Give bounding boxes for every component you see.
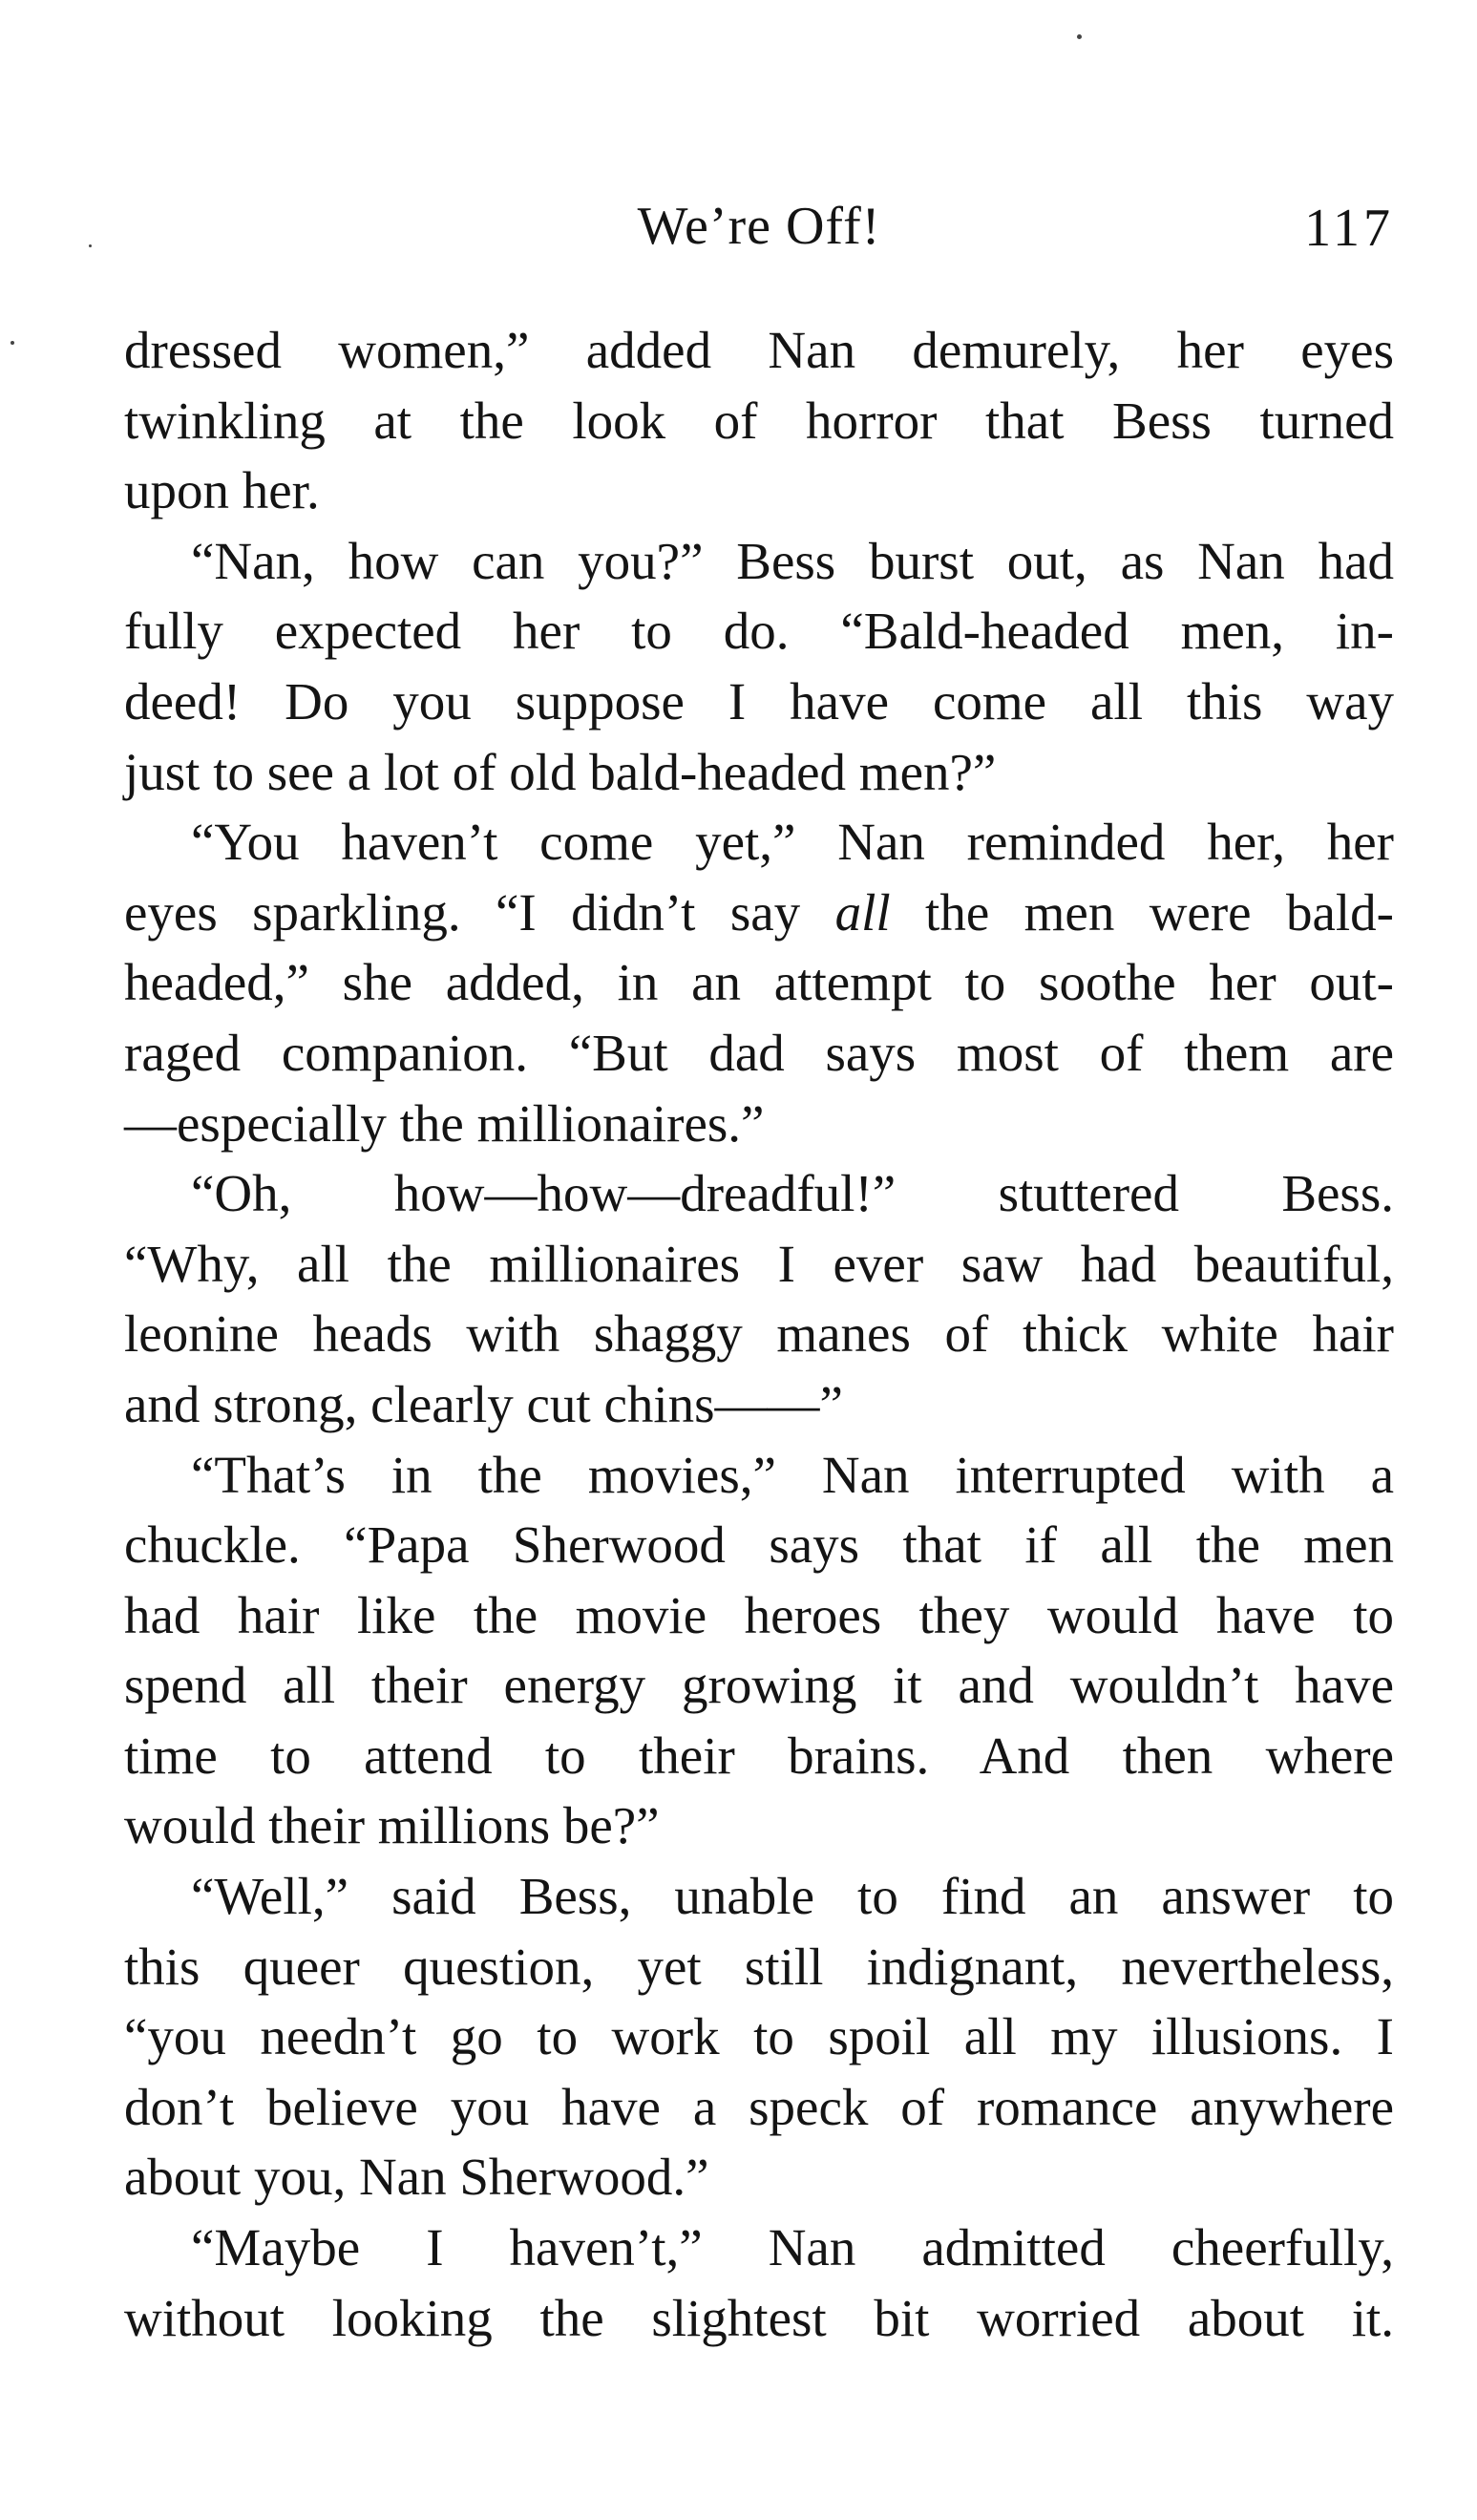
print-speck bbox=[11, 341, 14, 345]
text-line: raged companion. “But dad says most of them are bbox=[124, 1023, 1394, 1082]
text-line: headed,” she added, in an attempt to soothe her out- bbox=[124, 953, 1394, 1012]
text-line: “That’s in the movies,” Nan interrupted with a bbox=[191, 1445, 1394, 1504]
text-line: deed! Do you suppose I have come all this way bbox=[124, 671, 1394, 731]
text-line: leonine heads with shaggy manes of thick white hair bbox=[124, 1304, 1394, 1364]
text-line: “Nan, how can you?” Bess burst out, as Nan had bbox=[191, 531, 1394, 590]
page-header bbox=[124, 196, 1394, 272]
running-title: We’re Off! bbox=[637, 197, 881, 256]
text-line: spend all their energy growing it and wouldn’t have bbox=[124, 1656, 1394, 1715]
text-line: eyes sparkling. “I didn’t say all the men were bald- bbox=[124, 882, 1394, 942]
body-text bbox=[124, 315, 1394, 2353]
text-line: would their millions be?” bbox=[124, 1796, 660, 1855]
page-number: 117 bbox=[1304, 199, 1394, 258]
print-speck bbox=[89, 244, 92, 247]
text-line: upon her. bbox=[124, 461, 320, 520]
text-line: “You haven’t come yet,” Nan reminded her, her bbox=[191, 813, 1394, 872]
text-line: chuckle. “Papa Sherwood says that if all the men bbox=[124, 1515, 1394, 1575]
text-line: “Well,” said Bess, unable to find an answer to bbox=[191, 1867, 1394, 1926]
text-line: don’t believe you have a speck of romance anywhere bbox=[124, 2077, 1394, 2136]
text-line: “Oh, how—how—dreadful!” stuttered Bess. bbox=[191, 1164, 1394, 1223]
text-line: “Maybe I haven’t,” Nan admitted cheerfully, bbox=[191, 2218, 1394, 2277]
text-line: about you, Nan Sherwood.” bbox=[124, 2148, 709, 2207]
text-line: “Why, all the millionaires I ever saw had beautiful, bbox=[124, 1234, 1394, 1293]
text-line: —especially the millionaires.” bbox=[124, 1093, 765, 1153]
text-line: without looking the slightest bit worried about it. bbox=[124, 2288, 1394, 2347]
text-line: dressed women,” added Nan demurely, her eyes bbox=[124, 321, 1394, 379]
text-line: time to attend to their brains. And then where bbox=[124, 1726, 1394, 1785]
text-line: fully expected her to do. “Bald-headed men, in- bbox=[124, 602, 1394, 661]
text-line: just to see a lot of old bald-headed men?” bbox=[124, 742, 997, 801]
text-line: this queer question, yet still indignant, nevertheless, bbox=[124, 1937, 1394, 1996]
text-line: and strong, clearly cut chins——” bbox=[124, 1374, 843, 1433]
text-line: twinkling at the look of horror that Bess turned bbox=[124, 391, 1394, 450]
text-line: had hair like the movie heroes they would have to bbox=[124, 1585, 1394, 1644]
print-speck bbox=[1077, 34, 1082, 39]
text-line: “you needn’t go to work to spoil all my illusions. I bbox=[124, 2007, 1394, 2066]
